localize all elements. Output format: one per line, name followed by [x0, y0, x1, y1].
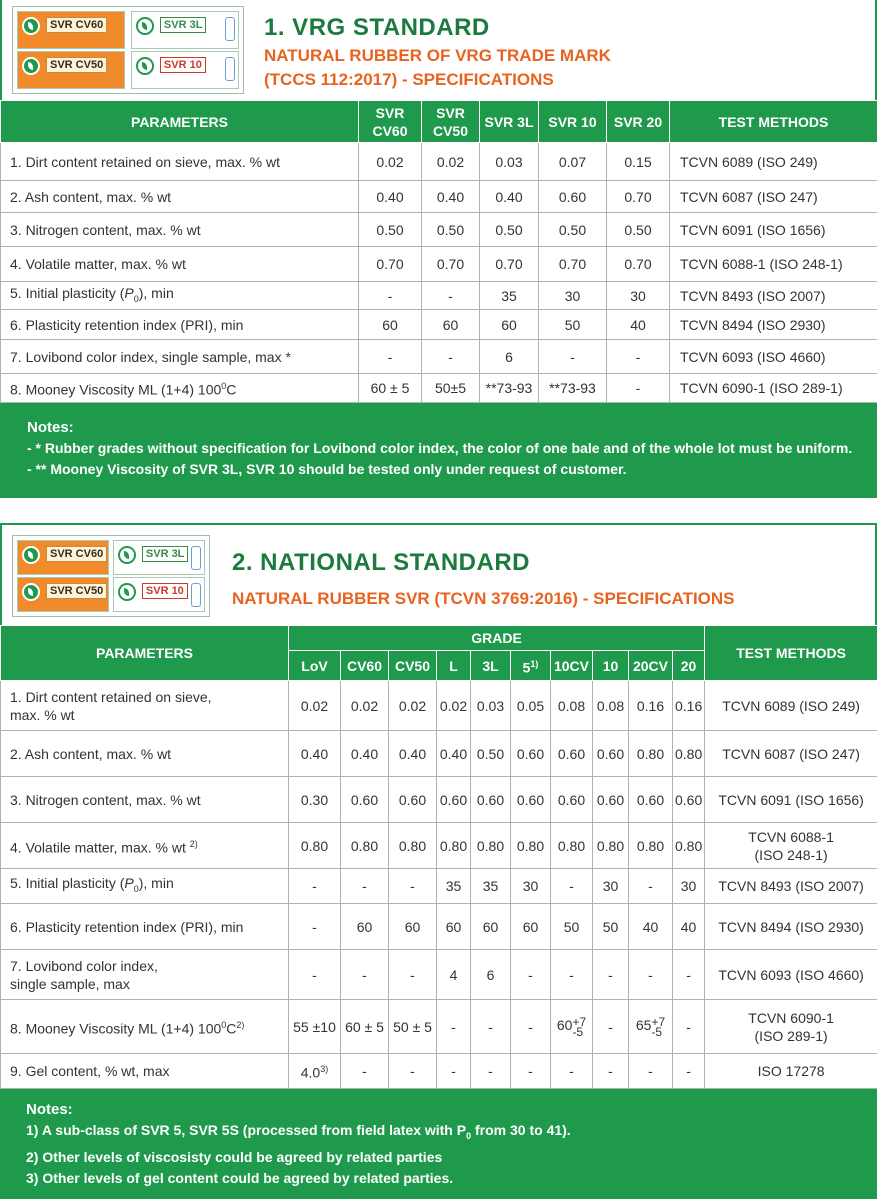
table-header-row [1, 626, 877, 651]
grade-header: SVR CV60 [359, 101, 422, 143]
svr-10-tag: SVR 10 [131, 51, 239, 89]
seal-icon [225, 17, 235, 41]
table-row: 8. Mooney Viscosity ML (1+4) $100^0C^{2)}$ 55 ±10 60 ± 5 50 ± 5 - - - 60 +7 -5 - 65 +7 -5 - TCVN 6090-1 (ISO 289-1) [1, 1000, 877, 1054]
grade-header: 20 [673, 651, 705, 681]
svr-10-tag: SVR 10 [113, 577, 205, 612]
table-row: 3. Nitrogen content, max. % wt 0.30 0.60 0.60 0.60 0.60 0.60 0.60 0.60 0.60 0.60 TCVN 6091 (ISO 1656) [1, 777, 877, 823]
notes-box: Notes: 1) A sub-class of SVR 5, SVR 5S (processed from field latex with $P_0$ from 30 to 41). 2) Other levels of viscosisty could be agreed by related parties 3) Other levels of gel content could be agreed by related parties. [0, 1089, 877, 1199]
table-header-row [1, 101, 877, 143]
grade-header: SVR CV50 [422, 101, 480, 143]
product-labels-image [12, 6, 244, 94]
product-labels-image [12, 535, 210, 617]
national-spec-table [0, 625, 877, 1089]
grade-header: SVR 3L [480, 101, 539, 143]
grade-header: LoV [289, 651, 341, 681]
svr-cv50-tag: SVR CV50 [17, 51, 125, 89]
test-methods-header: TEST METHODS [670, 101, 877, 143]
svr-cv60-tag: SVR CV60 [17, 11, 125, 49]
seal-icon [225, 57, 235, 81]
svr-3l-tag: SVR 3L [131, 11, 239, 49]
svr-3l-tag: SVR 3L [113, 540, 205, 575]
svr-cv60-tag: SVR CV60 [17, 540, 109, 575]
table-row: 1. Dirt content retained on sieve, max. % wt 0.02 0.02 0.03 0.07 0.15 TCVN 6089 (ISO 249) [1, 143, 877, 181]
leaf-logo-icon [118, 546, 136, 564]
vrg-header [0, 0, 877, 100]
leaf-logo-icon [22, 546, 40, 564]
grade-header: 3L [471, 651, 511, 681]
leaf-logo-icon [118, 583, 136, 601]
table-row: 5. Initial plasticity $(P_0)$, min - - 35 30 30 TCVN 8493 (ISO 2007) [1, 282, 877, 310]
leaf-logo-icon [136, 17, 154, 35]
table-row: 7. Lovibond color index, single sample, max * - - 6 - - TCVN 6093 (ISO 4660) [1, 340, 877, 374]
grade-header: 10CV [551, 651, 593, 681]
grade-header: CV60 [341, 651, 389, 681]
grade-header: 20CV [629, 651, 673, 681]
grade-header: CV50 [389, 651, 437, 681]
vrg-standard-section [0, 0, 877, 497]
grade-header: L [437, 651, 471, 681]
section-subtitle: NATURAL RUBBER SVR (TCVN 3769:2016) - SPECIFICATIONS [232, 589, 735, 608]
grade-group-header: GRADE [289, 626, 705, 651]
table-row: 8. Mooney Viscosity ML (1+4) $100^0C$ 60 ± 5 50±5 **73-93 **73-93 - TCVN 6090-1 (ISO 289-1) [1, 374, 877, 403]
national-standard-section [0, 523, 877, 1200]
grade-header: SVR 10 [539, 101, 607, 143]
svr-cv50-tag: SVR CV50 [17, 577, 109, 612]
section-title: 1. VRG STANDARD [264, 14, 490, 41]
table-row: 9. Gel content, % wt, max 4.0$^{3)}$ - - - - - - - - - ISO 17278 [1, 1054, 877, 1089]
vrg-spec-table [0, 100, 877, 403]
grade-header: 5$^{1)}$ [511, 651, 551, 681]
table-row: 4. Volatile matter, max. % wt $^{2)}$ 0.80 0.80 0.80 0.80 0.80 0.80 0.80 0.80 0.80 0.80 TCVN 6088-1 (ISO 248-1) [1, 823, 877, 869]
leaf-logo-icon [22, 57, 40, 75]
grade-header: SVR 20 [607, 101, 670, 143]
grade-header: 10 [593, 651, 629, 681]
leaf-logo-icon [22, 583, 40, 601]
table-row: 6. Plasticity retention index (PRI), min - 60 60 60 60 60 50 50 40 40 TCVN 8494 (ISO 2930) [1, 904, 877, 950]
table-row: 1. Dirt content retained on sieve, max. % wt 0.02 0.02 0.02 0.02 0.03 0.05 0.08 0.08 0.16 0.16 TCVN 6089 (ISO 249) [1, 681, 877, 731]
table-row: 7. Lovibond color index, single sample, max - - - 4 6 - - - - - TCVN 6093 (ISO 4660) [1, 950, 877, 1000]
notes-box: Notes: - * Rubber grades without specification for Lovibond color index, the color of one bale and of the whole lot must be uniform. - ** Mooney Viscosity of SVR 3L, SVR 10 should be tested only under request of customer. [0, 403, 877, 498]
seal-icon [191, 583, 201, 607]
leaf-logo-icon [22, 17, 40, 35]
section-subtitle: NATURAL RUBBER OF VRG TRADE MARK (TCCS 112:2017) - SPECIFICATIONS [264, 46, 611, 89]
table-row: 6. Plasticity retention index (PRI), min 60 60 60 50 40 TCVN 8494 (ISO 2930) [1, 310, 877, 340]
parameters-header: PARAMETERS [1, 626, 289, 681]
table-row: 2. Ash content, max. % wt 0.40 0.40 0.40 0.40 0.50 0.60 0.60 0.60 0.80 0.80 TCVN 6087 (ISO 247) [1, 731, 877, 777]
table-row: 2. Ash content, max. % wt 0.40 0.40 0.40 0.60 0.70 TCVN 6087 (ISO 247) [1, 181, 877, 213]
table-row: 4. Volatile matter, max. % wt 0.70 0.70 0.70 0.70 0.70 TCVN 6088-1 (ISO 248-1) [1, 247, 877, 282]
parameters-header: PARAMETERS [1, 101, 359, 143]
test-methods-header: TEST METHODS [705, 626, 877, 681]
section-title: 2. NATIONAL STANDARD [232, 549, 530, 576]
national-header [0, 523, 877, 625]
table-row: 5. Initial plasticity $(P_0)$, min - - - 35 35 30 - 30 - 30 TCVN 8493 (ISO 2007) [1, 869, 877, 904]
leaf-logo-icon [136, 57, 154, 75]
table-row: 3. Nitrogen content, max. % wt 0.50 0.50 0.50 0.50 0.50 TCVN 6091 (ISO 1656) [1, 213, 877, 247]
seal-icon [191, 546, 201, 570]
